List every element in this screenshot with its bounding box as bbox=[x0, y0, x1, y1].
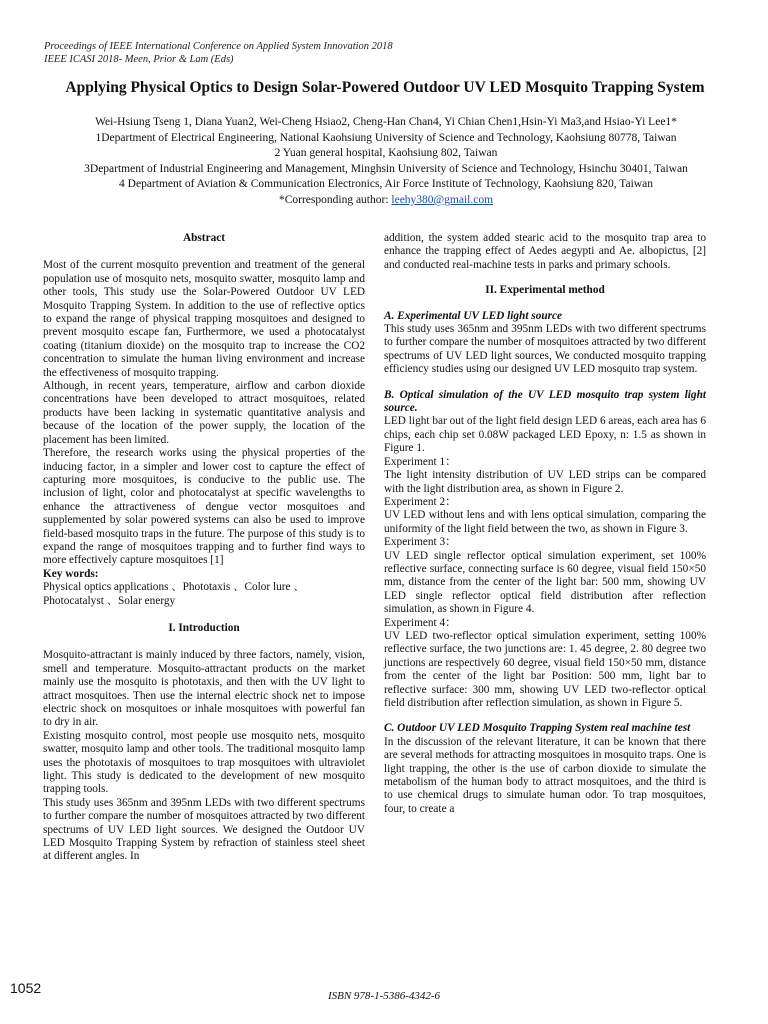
keywords-line-1: Physical optics applications 、Phototaxis 、Color lure 、 bbox=[43, 581, 305, 594]
experiment-1-label: Experiment 1： bbox=[384, 455, 457, 468]
subsection-a-heading: A. Experimental UV LED light source bbox=[384, 309, 563, 322]
abstract-paragraph-3: Therefore, the research works using the physical properties of the inducing factor, in a simpler and lower cost to capture the effect of capturing more mosquitoes, is conducive to the public use. The inclusion of light, color and photocatalyst at specific wavelengths to enhance the attractiveness of dengue vector mosquitoes and supplemented by solar powered systems can also be used to improve field-based mosquito traps in the future. The purpose of this study is to expand the range of mosquitoes trapping and to further find ways to more effectively capture mosquitoes [1] bbox=[43, 447, 365, 567]
email-link[interactable]: leehy380@gmail.com bbox=[391, 193, 494, 206]
right-column bbox=[384, 232, 706, 816]
affiliation-1: 1Department of Electrical Engineering, National Kaohsiung University of Science and Technology, Kaohsiung 80778, Taiwan bbox=[95, 131, 677, 144]
proceedings-header bbox=[44, 40, 734, 66]
intro-paragraph-1: Mosquito-attractant is mainly induced by three factors, namely, vision, smell and temperature. Mosquito-attractant products on the market mainly use the mosquito is phototaxis, and then with the UV light to attract mosquitoes. Then use the internal electric shock net to impose electric shock on mosquitoes or inhale mosquitoes with powerful fan to dry in air. bbox=[43, 649, 365, 729]
subsection-c-paragraph: In the discussion of the relevant literature, it can be known that there are several methods for attracting mosquitoes in mosquito traps. One is light trapping, the other is the use of carbon dioxide to simulate the metabolism of the human body to attract mosquitoes, and the third is to use chemical drugs to simulate human odor. To trap mosquitoes, four, to create a bbox=[384, 735, 706, 815]
abstract-paragraph-2: Although, in recent years, temperature, airflow and carbon dioxide concentrations have been developed to attract mosquitoes, related products have been lacking in systematic quantitative analysis and because of the location of the power supply, the location of the placement has been limited. bbox=[43, 380, 365, 446]
subsection-b-heading: B. Optical simulation of the UV LED mosquito trap system light source. bbox=[384, 388, 706, 415]
intro-paragraph-3: This study uses 365nm and 395nm LEDs with two different spectrums to further compare the number of mosquitoes attracted by two different spectrums of UV LED light sources. We designed the Outdoor UV LED Mosquito Trapping System by refraction of stainless steel sheet at different angles. In bbox=[43, 796, 365, 863]
abstract-heading: Abstract bbox=[182, 232, 226, 244]
continued-paragraph: addition, the system added stearic acid to the mosquito trap area to enhance the trapping effect of Aedes aegypti and Ae. albopictus, [2] and conducted real-machine tests in parks and primary schools. bbox=[384, 232, 706, 271]
intro-paragraph-2: Existing mosquito control, most people use mosquito nets, mosquito swatter, mosquito lamp and other tools. The traditional mosquito lamp uses the phototaxis of mosquitoes to trap mosquitoes with ultraviolet light. This study is dedicated to the development of new mosquito trapping tools. bbox=[43, 729, 365, 796]
experiment-4-label: Experiment 4： bbox=[384, 616, 457, 629]
page-number: 1052 bbox=[10, 980, 42, 996]
keywords-line-2: Photocatalyst 、Solar energy bbox=[43, 594, 176, 607]
affiliation-4: 4 Department of Aviation & Communication Electronics, Air Force Institute of Technology, Kaohsiung 820, Taiwan bbox=[119, 178, 653, 191]
left-column bbox=[43, 232, 365, 864]
corresponding-label: *Corresponding author: bbox=[278, 193, 392, 206]
corresponding-author bbox=[36, 193, 736, 209]
header-line-2: IEEE ICASI 2018- Meen, Prior & Lam (Eds) bbox=[44, 54, 234, 65]
subsection-b-paragraph: LED light bar out of the light field design LED 6 areas, each area has 6 chips, each chip set 0.08W packaged LED Epoxy, n: 1.5 as shown in Figure 1. bbox=[384, 415, 706, 455]
affiliation-2: 2 Yuan general hospital, Kaohsiung 802, Taiwan bbox=[274, 147, 498, 160]
keywords-label: Key words: bbox=[43, 567, 99, 580]
experiment-3-text: UV LED single reflector optical simulation experiment, set 100% reflective surface, connecting surface is 60 degree, visual field 150×50 mm, distance from the center of the light bar: 500 mm, showing UV LED single reflector optical field distribution after reflection simulation, as shown in Figure 4. bbox=[384, 549, 706, 616]
author-block bbox=[36, 115, 736, 209]
affiliation-3: 3Department of Industrial Engineering and Management, Minghsin University of Science and Technology, Hsinchu 30401, Taiwan bbox=[84, 162, 688, 175]
subsection-c-heading: C. Outdoor UV LED Mosquito Trapping System real machine test bbox=[384, 722, 691, 735]
experiment-1-text: The light intensity distribution of UV LED strips can be compared with the light distribution area, as shown in Figure 2. bbox=[384, 469, 706, 495]
paper-title: Applying Physical Optics to Design Solar-Powered Outdoor UV LED Mosquito Trapping System bbox=[65, 79, 705, 96]
introduction-heading: I. Introduction bbox=[168, 621, 240, 634]
experimental-method-heading: II. Experimental method bbox=[485, 284, 605, 297]
experiment-3-label: Experiment 3： bbox=[384, 536, 457, 549]
experiment-2-label: Experiment 2： bbox=[384, 495, 457, 508]
experiment-2-text: UV LED without lens and with lens optical simulation, comparing the uniformity of the light field between the two, as shown in Figure 3. bbox=[384, 509, 706, 535]
header-line-1: Proceedings of IEEE International Conference on Applied System Innovation 2018 bbox=[44, 41, 393, 52]
subsection-a-paragraph: This study uses 365nm and 395nm LEDs with two different spectrums to further compare the number of mosquitoes attracted by two different spectrums of UV LED light sources, We conducted mosquito trapping efficiency studies using our designed UV LED mosquito trap system. bbox=[384, 323, 706, 376]
author-names: Wei-Hsiung Tseng 1, Diana Yuan2, Wei-Cheng Hsiao2, Cheng-Han Chan4, Yi Chian Chen1,Hsin-Yi Ma3,and Hsiao-Yi Lee1* bbox=[95, 116, 677, 128]
experiment-4-text: UV LED two-reflector optical simulation experiment, setting 100% reflective surface, the two junctions are: 1. 45 degree, 2. 80 degree two junctions are respectively 60 degree, visual field 150×50 mm, distance from the center of the light bar Position: 500 mm, light bar to reflective surface: 300 mm, showing UV LED two-reflector optical field distribution after reflection simulation, as shown in Figure 5. bbox=[384, 629, 706, 709]
abstract-paragraph-1: Most of the current mosquito prevention and treatment of the general population use of mosquito nets, mosquito swatter, mosquito lamp and other tools, This study use the Solar-Powered Outdoor UV LED Mosquito Trapping System. In addition to the use of reflective optics to expand the range of physical trapping mosquitoes and designed to prevent mosquito escape fan, Furthermore, we used a photocatalyst coating (titanium dioxide) on the mosquito trap to increase the CO2 concentration to simulate the human living environment and increase the effectiveness of mosquito trapping. bbox=[43, 259, 365, 379]
isbn-footer: ISBN 978-1-5386-4342-6 bbox=[327, 990, 441, 1002]
